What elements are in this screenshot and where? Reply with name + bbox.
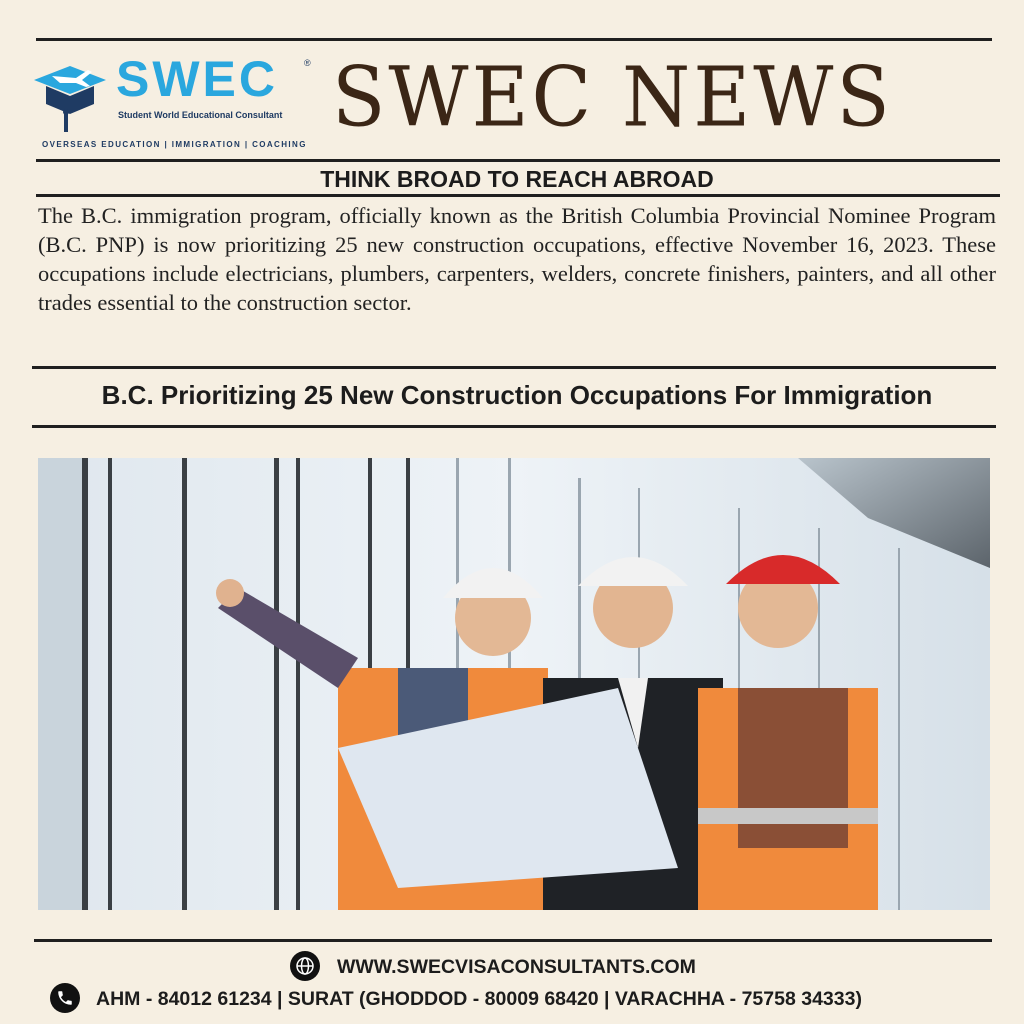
footer-rule (34, 939, 992, 942)
headline-rule (32, 425, 996, 428)
top-rule (36, 38, 992, 41)
globe-icon (290, 951, 320, 981)
intro-rule (32, 366, 996, 369)
phone-icon (50, 983, 80, 1013)
intro-paragraph: The B.C. immigration program, officially known as the British Columbia Provincial Nominee Program (B.C. PNP) is now prioritizing 25 new construction occupations, effective November 16, 2023. These occupations include electricians, plumbers, carpenters, welders, concrete finishers, painters, and all other trades essential to the construction sector. (38, 203, 996, 315)
slogan: THINK BROAD TO REACH ABROAD (320, 166, 714, 192)
brand-logo (30, 52, 315, 152)
headline: B.C. Prioritizing 25 New Construction Occupations For Immigration (101, 380, 933, 410)
construction-workers-photo (38, 458, 990, 910)
graduation-cap-plane-icon (30, 56, 110, 136)
brand-subtitle: Student World Educational Consultant (118, 110, 283, 120)
brand-tagline: OVERSEAS EDUCATION | IMMIGRATION | COACHING (42, 140, 307, 149)
masthead-rule (36, 159, 1000, 162)
brand-name: SWEC (116, 51, 278, 107)
website-link[interactable]: WWW.SWECVISACONSULTANTS.COM (337, 956, 696, 978)
phone-numbers: AHM - 84012 61234 | SURAT (GHODDOD - 80009 68420 | VARACHHA - 75758 34333) (96, 988, 862, 1010)
registered-mark: ® (304, 58, 311, 68)
slogan-rule (36, 194, 1000, 197)
masthead-title: SWEC NEWS (332, 50, 893, 146)
